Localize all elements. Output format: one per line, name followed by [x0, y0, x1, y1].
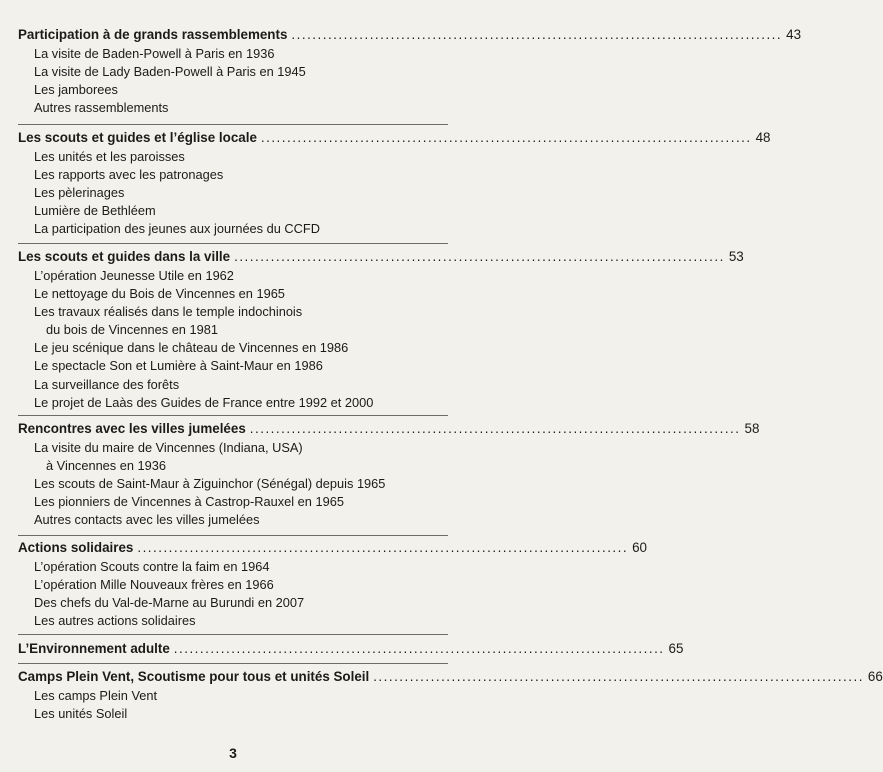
- toc-item: du bois de Vincennes en 1981: [46, 322, 218, 338]
- section-divider: [18, 634, 448, 635]
- toc-item: L’opération Scouts contre la faim en 1964: [34, 559, 270, 574]
- toc-section: [18, 247, 744, 412]
- dot-leader: ..............................................................................................: [249, 421, 741, 436]
- toc-section: [18, 639, 684, 659]
- toc-heading: [18, 419, 760, 439]
- toc-item: Les autres actions solidaires: [34, 613, 196, 629]
- section-divider: [18, 124, 448, 125]
- toc-item: Les jamborees: [34, 82, 118, 98]
- toc-item: La visite de Lady Baden-Powell à Paris en 1945: [34, 64, 306, 80]
- toc-item: Lumière de Bethléem: [34, 203, 156, 219]
- section-divider: [18, 243, 448, 244]
- section-title: Participation à de grands rassemblements: [18, 27, 288, 42]
- section-page-number: 65: [668, 641, 684, 656]
- toc-heading: [18, 25, 802, 45]
- section-page-number: 66: [867, 669, 883, 684]
- toc-item: Autres contacts avec les villes jumelées: [34, 512, 260, 528]
- section-title: Les scouts et guides et l’église locale: [18, 130, 257, 145]
- toc-item: à Vincennes en 1936: [46, 458, 167, 474]
- dot-leader: ..............................................................................................: [291, 27, 783, 42]
- toc-item: La visite de Baden-Powell à Paris en 1936: [34, 46, 275, 61]
- toc-item: Les pionniers de Vincennes à Castrop-Rauxel en 1965: [34, 494, 344, 510]
- dot-leader: ..............................................................................................: [260, 130, 752, 145]
- toc-heading: [18, 247, 744, 267]
- toc-item: Le jeu scénique dans le château de Vincennes en 1986: [34, 340, 349, 356]
- toc-item-list: [18, 267, 448, 412]
- toc-item: La participation des jeunes aux journées du CCFD: [34, 221, 320, 237]
- dot-leader: ..............................................................................................: [234, 249, 725, 264]
- toc-item-list: [18, 148, 448, 238]
- section-page-number: 43: [786, 27, 802, 42]
- section-page-number: 48: [755, 130, 771, 145]
- toc-item: Des chefs du Val-de-Marne au Burundi en 2007: [34, 595, 305, 611]
- toc-item: La visite du maire de Vincennes (Indiana, USA): [34, 440, 303, 455]
- toc-item-list: [18, 439, 448, 529]
- section-title: Actions solidaires: [18, 540, 134, 555]
- toc-item: Autres rassemblements: [34, 100, 169, 116]
- toc-item: Les rapports avec les patronages: [34, 167, 224, 183]
- dot-leader: ..............................................................................................: [173, 641, 665, 656]
- toc-item-list: [18, 45, 448, 117]
- toc-section: [18, 128, 771, 238]
- section-divider: [18, 663, 448, 664]
- toc-item: Le nettoyage du Bois de Vincennes en 1965: [34, 286, 285, 302]
- toc-item: Le spectacle Son et Lumière à Saint-Maur en 1986: [34, 358, 323, 374]
- dot-leader: ..............................................................................................: [373, 669, 864, 684]
- toc-item: Les unités et les paroisses: [34, 149, 185, 164]
- section-divider: [18, 415, 448, 416]
- toc-item: L’opération Mille Nouveaux frères en 1966: [34, 577, 274, 593]
- toc-heading: [18, 667, 883, 687]
- toc-item: Les pèlerinages: [34, 185, 125, 201]
- page-folio: 3: [229, 745, 237, 761]
- dot-leader: ..............................................................................................: [137, 540, 629, 555]
- toc-item: Le projet de Laàs des Guides de France entre 1992 et 2000: [34, 394, 374, 410]
- toc-item-list: [18, 687, 448, 723]
- toc-item: La surveillance des forêts: [34, 376, 180, 392]
- section-page-number: 53: [728, 249, 744, 264]
- section-divider: [18, 535, 448, 536]
- section-page-number: 60: [632, 540, 647, 555]
- toc-item-list: [18, 558, 448, 630]
- toc-item: L’opération Jeunesse Utile en 1962: [34, 268, 234, 283]
- toc-item: Les travaux réalisés dans le temple indochinois: [34, 304, 303, 320]
- toc-section: [18, 538, 647, 630]
- toc-heading: [18, 639, 684, 659]
- toc-section: [18, 667, 883, 723]
- section-title: Camps Plein Vent, Scoutisme pour tous et unités Soleil: [18, 669, 370, 684]
- toc-heading: [18, 538, 647, 558]
- toc-heading: [18, 128, 771, 148]
- section-title: Rencontres avec les villes jumelées: [18, 421, 246, 436]
- toc-item: Les camps Plein Vent: [34, 688, 158, 703]
- section-page-number: 58: [744, 421, 760, 436]
- section-title: L’Environnement adulte: [18, 641, 170, 656]
- section-title: Les scouts et guides dans la ville: [18, 249, 231, 264]
- toc-item: Les unités Soleil: [34, 706, 128, 722]
- toc-item: Les scouts de Saint-Maur à Ziguinchor (Sénégal) depuis 1965: [34, 476, 386, 492]
- toc-section: [18, 419, 760, 529]
- toc-section: [18, 25, 802, 117]
